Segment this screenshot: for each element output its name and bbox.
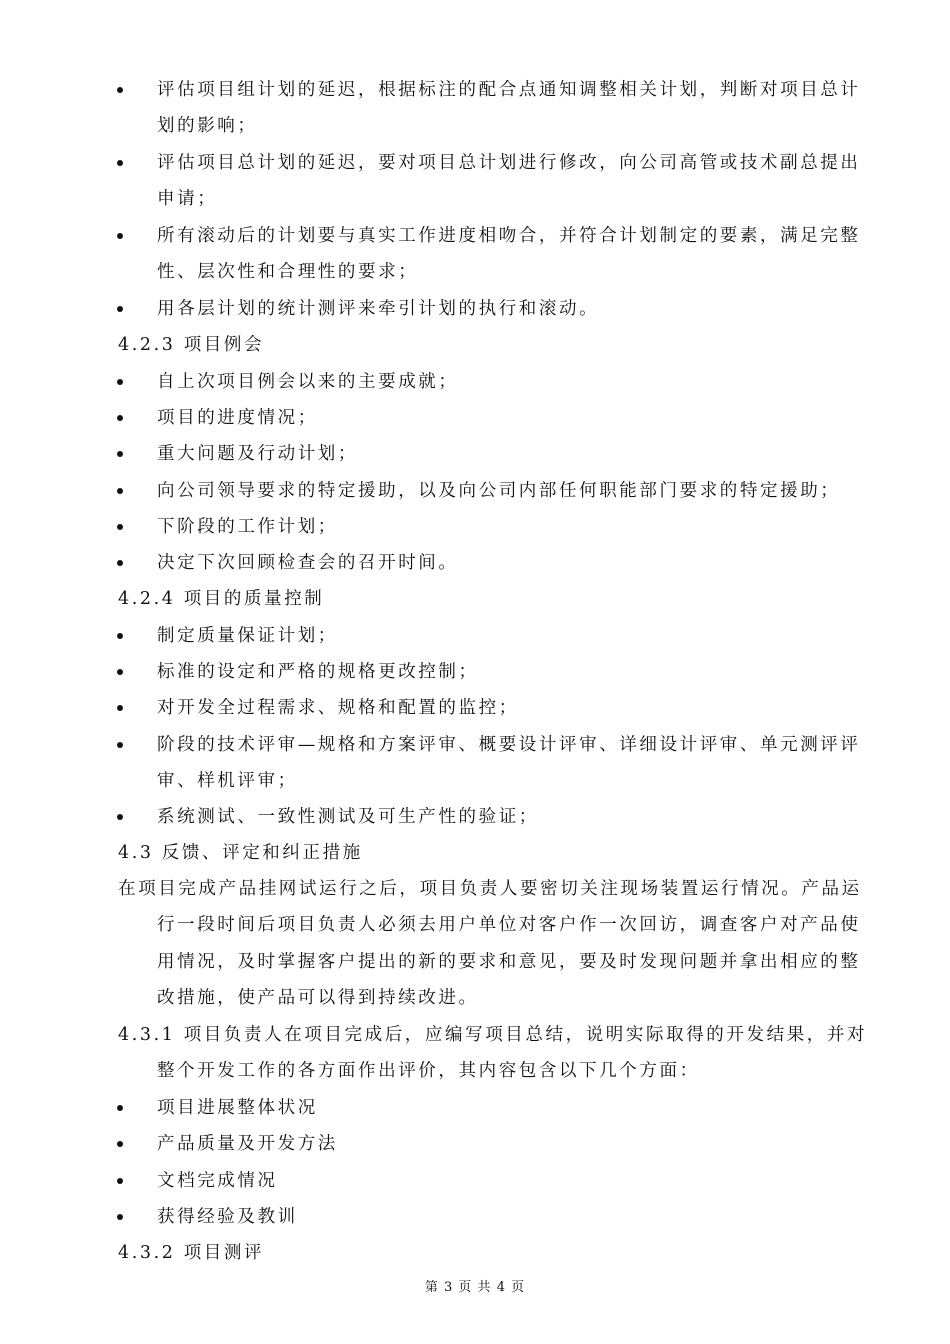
bullet-dot (117, 379, 123, 385)
paragraph-line: 行一段时间后项目负责人必须去用户单位对客户作一次回访，调查客户对产品使 (157, 915, 861, 935)
list-item: 产品质量及开发方法 (157, 1134, 338, 1154)
page-footer (0, 1276, 950, 1295)
bullet-dot (117, 488, 123, 494)
bullet-dot (117, 306, 123, 312)
bullet-dot (117, 233, 123, 239)
list-item: 下阶段的工作计划； (157, 517, 338, 537)
list-item: 获得经验及教训 (157, 1207, 298, 1227)
list-item: 项目进展整体状况 (157, 1098, 318, 1118)
bullet-dot (117, 669, 123, 675)
bullet-dot (117, 633, 123, 639)
bullet-dot (117, 1141, 123, 1147)
list-item: 制定质量保证计划； (157, 626, 338, 646)
list-item: 重大问题及行动计划； (157, 444, 358, 464)
paragraph-line: 改措施，使产品可以得到持续改进。 (157, 988, 479, 1008)
list-item: 项目的进度情况； (157, 408, 318, 428)
bullet-dot (117, 705, 123, 711)
list-item: 对开发全过程需求、规格和配置的监控； (157, 698, 519, 718)
footer-suffix: 页 (511, 1280, 526, 1295)
list-item: 自上次项目例会以来的主要成就； (157, 372, 459, 392)
list-item: 文档完成情况 (157, 1171, 278, 1191)
bullet-text-continued: 划的影响； (157, 116, 258, 136)
bullet-dot (117, 1178, 123, 1184)
section-heading: 4.2.3 项目例会 (118, 335, 265, 355)
bullet-dot (117, 87, 123, 93)
list-item: 向公司领导要求的特定援助，以及向公司内部任何职能部门要求的特定援助； (157, 481, 841, 501)
list-item: 决定下次回顾检查会的召开时间。 (157, 553, 459, 573)
current-page-number: 3 (444, 1280, 454, 1295)
paragraph-line: 4.3.1 项目负责人在项目完成后，应编写项目总结，说明实际取得的开发结果，并对 (118, 1025, 868, 1045)
bullet-text: 评估项目组计划的延迟，根据标注的配合点通知调整相关计划，判断对项目总计 (157, 80, 861, 100)
bullet-dot (117, 742, 123, 748)
bullet-text: 所有滚动后的计划要与真实工作进度相吻合，并符合计划制定的要素，满足完整 (157, 226, 861, 246)
list-item-continued: 审、样机评审； (157, 771, 298, 791)
bullet-dot (117, 1214, 123, 1220)
bullet-dot (117, 451, 123, 457)
section-heading: 4.3.2 项目测评 (118, 1243, 265, 1263)
bullet-text-continued: 性、层次性和合理性的要求； (157, 262, 419, 282)
bullet-dot (117, 560, 123, 566)
bullet-dot (117, 814, 123, 820)
bullet-text: 用各层计划的统计测评来牵引计划的执行和滚动。 (157, 299, 600, 319)
total-pages-number: 4 (496, 1280, 506, 1295)
bullet-dot (117, 524, 123, 530)
list-item: 标准的设定和严格的规格更改控制； (157, 662, 479, 682)
section-heading: 4.3 反馈、评定和纠正措施 (118, 843, 363, 863)
list-item: 系统测试、一致性测试及可生产性的验证； (157, 807, 539, 827)
bullet-text-continued: 申请； (157, 189, 218, 209)
bullet-dot (117, 415, 123, 421)
section-heading: 4.2.4 项目的质量控制 (118, 589, 325, 609)
bullet-dot (117, 160, 123, 166)
footer-mid: 页 共 (458, 1280, 492, 1295)
list-item: 阶段的技术评审—规格和方案评审、概要设计评审、详细设计评审、单元测评评 (157, 735, 861, 755)
paragraph-line: 用情况，及时掌握客户提出的新的要求和意见，要及时发现问题并拿出相应的整 (157, 952, 861, 972)
bullet-dot (117, 1105, 123, 1111)
paragraph-line: 在项目完成产品挂网试运行之后，项目负责人要密切关注现场装置运行情况。产品运 (118, 879, 862, 899)
bullet-text: 评估项目总计划的延迟，要对项目总计划进行修改，向公司高管或技术副总提出 (157, 153, 861, 173)
footer-prefix: 第 (424, 1280, 439, 1295)
paragraph-line: 整个开发工作的各方面作出评价，其内容包含以下几个方面： (157, 1061, 700, 1081)
